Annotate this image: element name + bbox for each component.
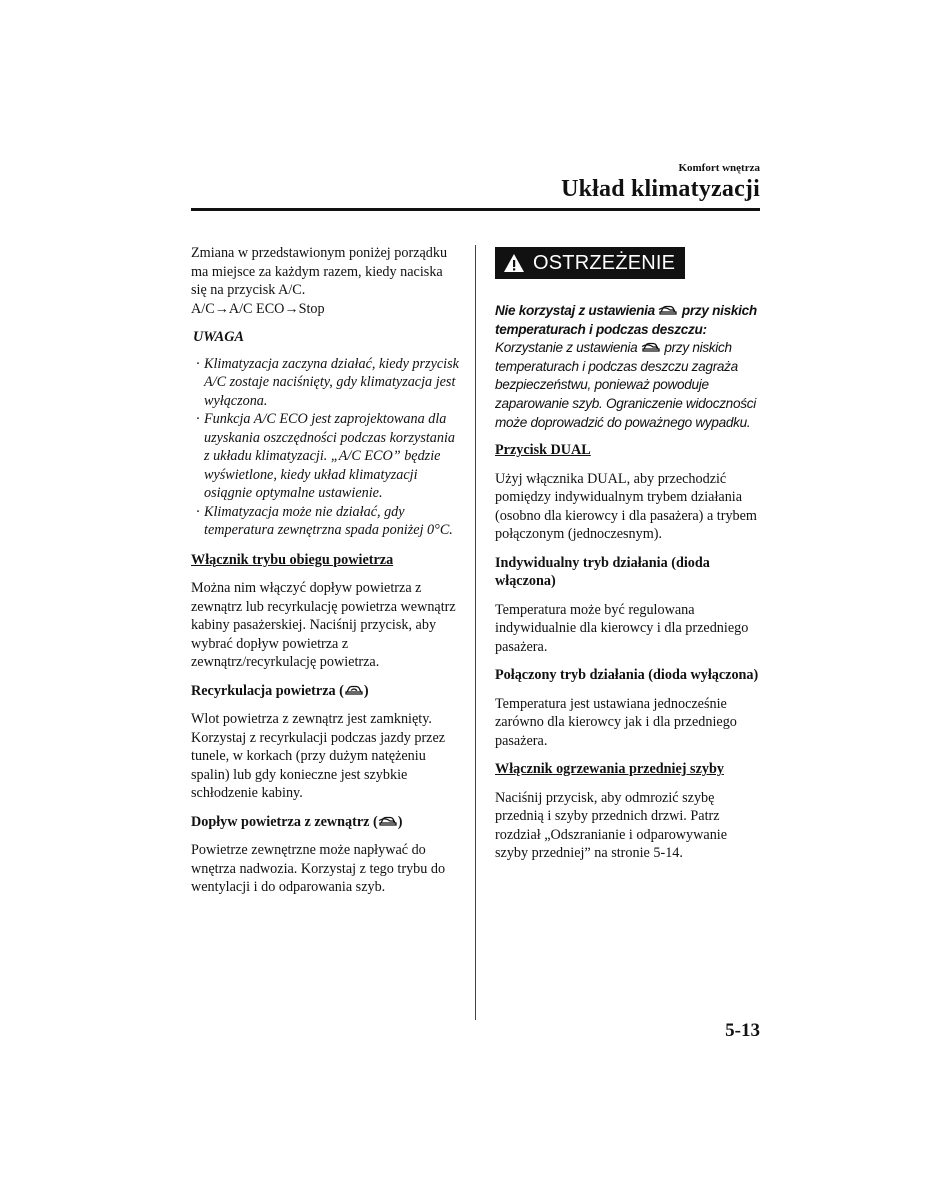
note-title: UWAGA <box>193 329 244 345</box>
warning-text-start: Korzystanie z ustawienia <box>495 340 638 356</box>
note-item: · Funkcja A/C ECO jest zaprojektowana dla uzyskania oszczędności podczas korzystania z układu klimatyzacji. „A/C ECO” będzie wyświetlone, kiedy układ klimatyzacji osiągnie optymalne ustawienie. <box>196 411 456 501</box>
warning-block <box>495 302 763 432</box>
airflow-heading: Włącznik trybu obiegu powietrza <box>191 551 394 568</box>
individual-mode-text: Temperatura może być regulowana indywidualnie dla kierowcy i dla przedniego pasażera. <box>495 601 749 655</box>
recirculation-heading <box>191 682 459 701</box>
header-rule <box>191 208 760 211</box>
page-number: 5-13 <box>725 1020 760 1041</box>
warning-bold-text <box>495 302 763 339</box>
recirculation-heading-text: Recyrkulacja powietrza ( <box>191 682 344 699</box>
outside-air-heading-text: Dopływ powietrza z zewnątrz ( <box>191 813 378 830</box>
outside-air-heading <box>191 813 459 832</box>
dual-heading: Przycisk DUAL <box>495 442 591 459</box>
outside-air-text: Powietrze zewnętrzne może napływać do wnętrza nadwozia. Korzystaj z tego trybu do wentylacji i do odparowania szyb. <box>191 842 446 895</box>
outside-air-car-icon <box>378 815 398 827</box>
warning-text-end: przy niskich temperaturach i podczas deszczu zagraża bezpieczeństwu, ponieważ powoduje zaparowanie szyb. Ograniczenie widoczności może doprowadzić do poważnego wypadku. <box>495 340 756 430</box>
combined-mode-text: Temperatura jest ustawiana jednocześnie zarówno dla kierowcy jak i dla przedniego pasażera. <box>495 695 737 749</box>
note-text: Klimatyzacja zaczyna działać, kiedy przycisk A/C zostaje naciśnięty, gdy klimatyzacja jest wyłączona. <box>204 355 459 409</box>
airflow-text: Można nim włączyć dopływ powietrza z zewnątrz lub recyrkulację powietrza wewnątrz kabiny pasażerskiej. Naciśnij przycisk, aby wybrać dopływ powietrza z zewnątrz/recyrkulację powietrza. <box>191 580 456 670</box>
warning-text <box>495 339 763 432</box>
recirculation-car-icon <box>344 684 364 696</box>
outside-air-heading-end: ) <box>397 813 403 830</box>
outside-air-car-icon <box>658 304 678 316</box>
recirculation-text: Wlot powietrza z zewnątrz jest zamknięty. Korzystaj z recyrkulacji podczas jazdy przez tunele, w korkach (przy dużym natężeniu spalin) lub gdy konieczne jest szybkie schłodzenie kabiny. <box>191 711 446 801</box>
intro-text: Zmiana w przedstawionym poniżej porządku ma miejsce za każdym razem, kiedy naciska się na przycisk A/C. <box>191 245 448 298</box>
section-label: Komfort wnętrza <box>678 162 760 174</box>
warning-bold-end: przy niskich temperaturach i podczas deszczu: <box>495 303 757 337</box>
page-title: Układ klimatyzacji <box>561 176 760 202</box>
warning-label: OSTRZEŻENIE <box>533 251 676 274</box>
warning-triangle-icon <box>503 253 525 273</box>
note-list <box>191 355 459 540</box>
warning-banner <box>495 247 685 279</box>
column-divider <box>475 245 476 1020</box>
outside-air-car-icon <box>641 341 661 353</box>
right-column <box>495 244 763 873</box>
note-text: Klimatyzacja może nie działać, gdy temperatura zewnętrzna spada poniżej 0°C. <box>204 503 453 538</box>
left-column <box>191 244 459 907</box>
ac-sequence: A/C→A/C ECO→Stop <box>191 300 325 317</box>
warning-bold-start: Nie korzystaj z ustawienia <box>495 303 655 318</box>
individual-mode-heading: Indywidualny tryb działania (dioda włączona) <box>495 554 710 590</box>
dual-text: Użyj włącznika DUAL, aby przechodzić pomiędzy indywidualnym trybem działania (osobno dla kierowcy i dla pasażera) a trybem połączonym (jednoczesnym). <box>495 470 757 543</box>
note-item: · Klimatyzacja zaczyna działać, kiedy przycisk A/C zostaje naciśnięty, gdy klimatyzacja jest wyłączona. <box>196 355 459 409</box>
note-item: · Klimatyzacja może nie działać, gdy temperatura zewnętrzna spada poniżej 0°C. <box>196 503 453 538</box>
combined-mode-heading: Połączony tryb działania (dioda wyłączona) <box>495 667 759 684</box>
recirculation-heading-end: ) <box>363 682 369 699</box>
defrost-heading: Włącznik ogrzewania przedniej szyby <box>495 761 724 778</box>
note-text: Funkcja A/C ECO jest zaprojektowana dla uzyskania oszczędności podczas korzystania z układu klimatyzacji. „A/C ECO” będzie wyświetlone, kiedy układ klimatyzacji osiągnie optymalne ustawienie. <box>204 411 456 501</box>
defrost-text: Naciśnij przycisk, aby odmrozić szybę przednią i szyby przednich drzwi. Patrz rozdział „Odszranianie i odparowywanie szyby przedniej” na stronie 5-14. <box>495 789 728 862</box>
